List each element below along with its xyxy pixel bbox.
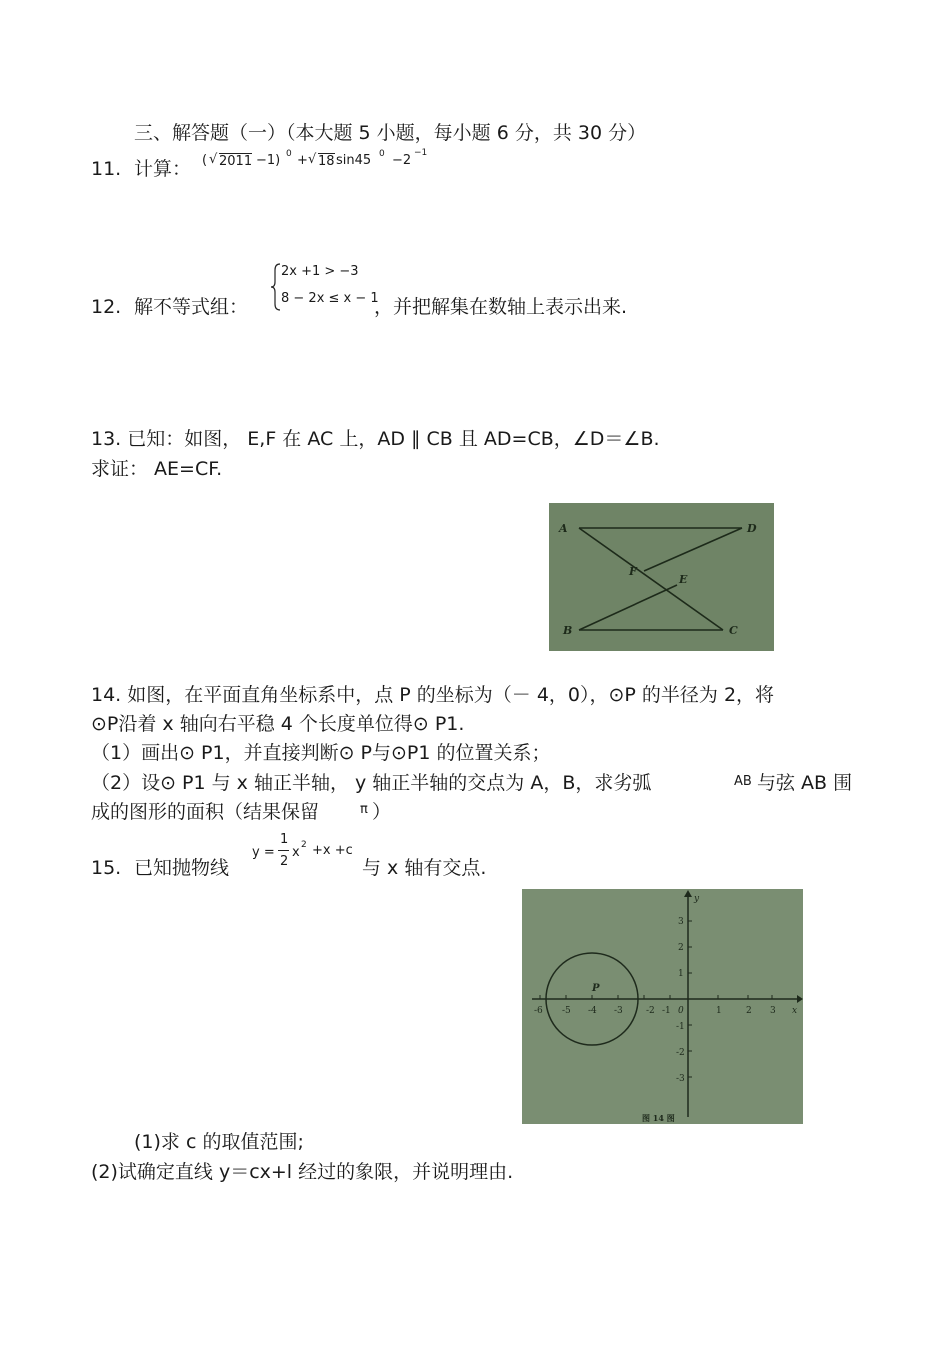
q11-exp0: 0 (286, 149, 292, 159)
x-tick-neg2: -2 (646, 1006, 655, 1016)
q11-sqrt2: 18 (318, 154, 335, 169)
y-tick-neg2: -2 (676, 1048, 685, 1058)
q12-number: 12. (91, 296, 122, 318)
label-f: F (629, 565, 637, 578)
q14-line4b: 与弦 AB 围 (757, 772, 853, 794)
eq-numerator: 1 (280, 832, 289, 847)
x-tick-neg1: -1 (662, 1006, 671, 1016)
x-tick-neg5: -5 (562, 1006, 571, 1016)
q15-suffix: 与 x 轴有交点. (362, 857, 487, 879)
point-p-label: P (592, 983, 600, 994)
q11-exp-neg: −1 (414, 148, 428, 158)
sqrt-symbol: √ (308, 152, 317, 167)
q11-plus: + (297, 153, 308, 168)
q11-sin: sin45 (336, 153, 372, 168)
label-c: C (729, 624, 738, 637)
fraction-bar (278, 850, 289, 851)
q13-line1: 13. 已知：如图， E,F 在 AC 上，AD ∥ CB 且 AD=CB，∠D＝∠B. (91, 428, 660, 450)
q14-line2: ⊙P沿着 x 轴向右平稳 4 个长度单位得⊙ P1. (91, 713, 465, 735)
label-e: E (679, 573, 688, 586)
eq-square: 2 (301, 840, 307, 850)
x-tick-3: 3 (770, 1006, 776, 1016)
coordinate-plane (522, 889, 803, 1124)
geometry-diagram (549, 503, 774, 651)
q15-equation (252, 832, 362, 872)
section-heading: 三、解答题（一）（本大题 5 小题，每小题 6 分，共 30 分） (134, 122, 647, 144)
x-axis-label: x (792, 1006, 798, 1016)
q14-figure (522, 889, 803, 1124)
q11-number: 11. (91, 158, 122, 180)
q11-minus: −2 (392, 153, 412, 168)
q15-number: 15. (91, 857, 122, 879)
q14-line4a: （2）设⊙ P1 与 x 轴正半轴， y 轴正半轴的交点为 A，B，求劣弧 (91, 772, 652, 794)
label-d: D (747, 522, 757, 535)
q15-sub1: (1)求 c 的取值范围; (134, 1131, 304, 1153)
label-a: A (559, 522, 568, 535)
x-tick-1: 1 (716, 1006, 722, 1016)
q12-label: 解不等式组： (134, 296, 249, 318)
q11-label: 计算： (134, 158, 192, 180)
q15-label: 已知抛物线 (134, 857, 230, 879)
q11-paren: ( (202, 153, 208, 168)
y-tick-2: 2 (678, 943, 684, 953)
y-tick-neg1: -1 (676, 1022, 685, 1032)
eq-rest: +x +c (312, 843, 353, 858)
x-tick-2: 2 (746, 1006, 752, 1016)
label-b: B (563, 624, 573, 637)
y-axis-label: y (694, 894, 700, 904)
q12-inequality-2: 8 − 2x ≤ x − 1 (281, 291, 379, 306)
x-tick-neg6: -6 (534, 1006, 543, 1016)
sqrt-symbol: √ (209, 152, 218, 167)
origin-label: 0 (678, 1006, 684, 1016)
q13-figure (549, 503, 774, 651)
q14-pi: π (360, 802, 368, 817)
x-tick-neg4: -4 (588, 1006, 597, 1016)
q11-part2: −1) (256, 153, 281, 168)
q12-suffix: ，并把解集在数轴上表示出来. (374, 296, 628, 318)
q14-arc-ab: AB (734, 774, 752, 789)
y-tick-3: 3 (678, 917, 684, 927)
q13-line2: 求证： AE=CF. (91, 458, 223, 480)
eq-x: x (292, 845, 300, 860)
q11-deg: 0 (379, 149, 385, 159)
figure-caption: 图 14 图 (642, 1113, 675, 1123)
q12-inequality-1: 2x +1 > −3 (281, 264, 359, 279)
q15-sub2: (2)试确定直线 y＝cx+l 经过的象限，并说明理由. (91, 1161, 514, 1183)
eq-denominator: 2 (280, 854, 289, 869)
q14-line3: （1）画出⊙ P1，并直接判断⊙ P与⊙P1 的位置关系； (91, 742, 551, 764)
x-tick-neg3: -3 (614, 1006, 623, 1016)
y-tick-1: 1 (678, 969, 684, 979)
y-tick-neg3: -3 (676, 1074, 685, 1084)
q14-line5b: ） (372, 801, 392, 823)
eq-y: y = (252, 845, 275, 860)
q11-sqrt1: 2011 (219, 154, 253, 169)
q14-line1: 14. 如图，在平面直角坐标系中，点 P 的坐标为（－ 4，0），⊙P 的半径为 2，将 (91, 684, 775, 706)
q14-line5a: 成的图形的面积（结果保留 (91, 801, 320, 823)
